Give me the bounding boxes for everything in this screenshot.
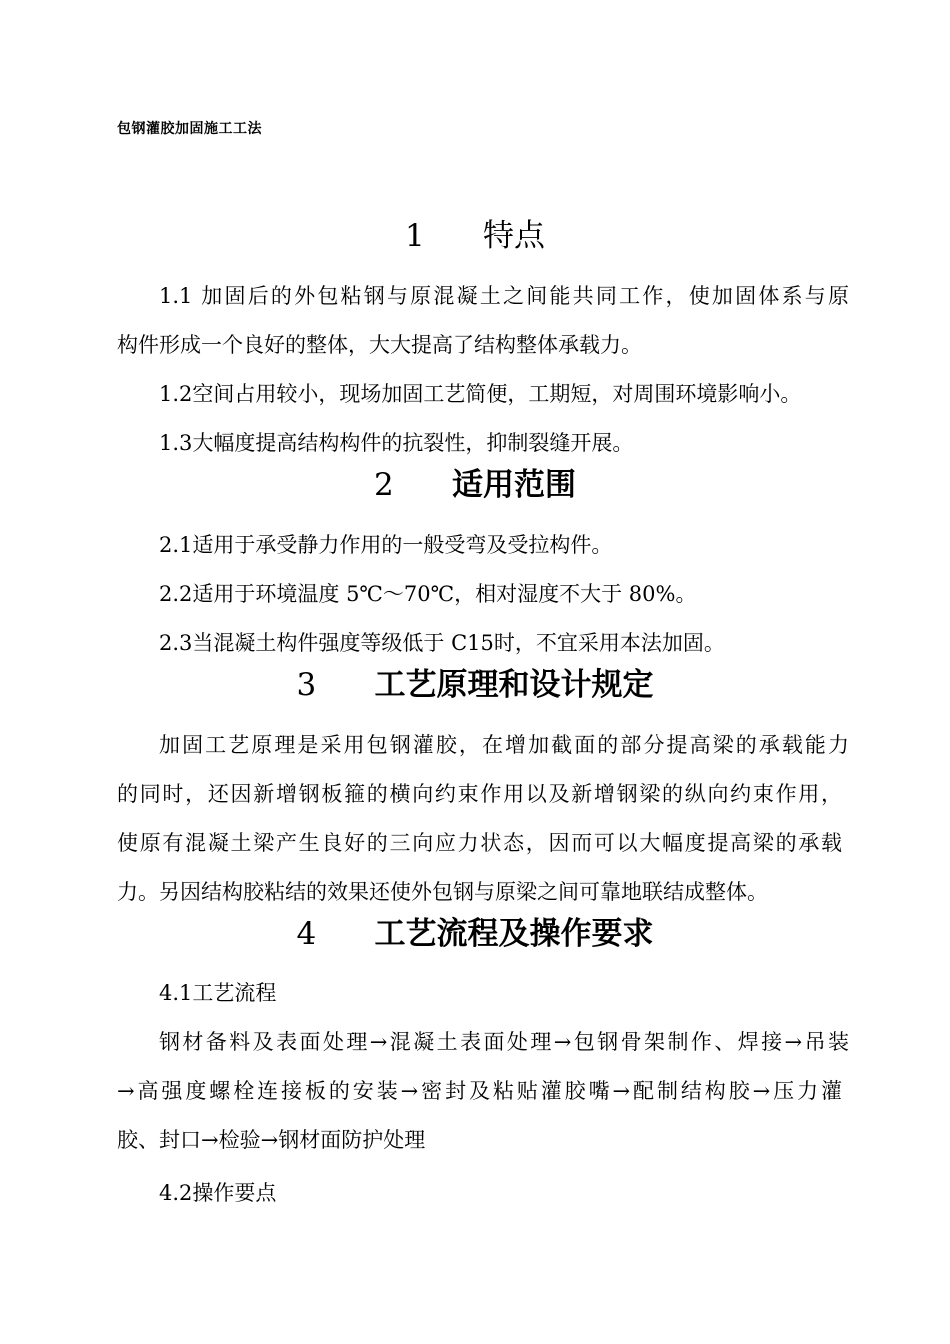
section-heading-2 [0,463,950,507]
section-title: 特点 [483,218,545,254]
paragraph-line: 4.2操作要点 [159,1181,277,1205]
section-number: 1 [405,218,425,254]
section-number: 3 [296,667,317,703]
paragraph-line: 构件形成一个良好的整体，大大提高了结构整体承载力。 [117,333,642,357]
paragraph-line: 使原有混凝土梁产生良好的三向应力状态，因而可以大幅度提高梁的承载 [117,831,842,855]
paragraph-line: 钢材备料及表面处理→混凝土表面处理→包钢骨架制作、焊接→吊装 [159,1030,849,1054]
paragraph-line: 1.1 加固后的外包粘钢与原混凝土之间能共同工作，使加固体系与原 [159,284,849,308]
section-title: 适用范围 [452,467,576,503]
paragraph-line: 1.2空间占用较小，现场加固工艺简便，工期短，对周围环境影响小。 [159,382,802,406]
paragraph-line: →高强度螺栓连接板的安装→密封及粘贴灌胶嘴→配制结构胶→压力灌 [117,1079,842,1103]
paragraph-line: 2.1适用于承受静力作用的一般受弯及受拉构件。 [159,533,613,557]
paragraph-line: 的同时，还因新增钢板箍的横向约束作用以及新增钢梁的纵向约束作用， [117,782,842,806]
paragraph-line: 1.3大幅度提高结构构件的抗裂性，抑制裂缝开展。 [159,431,634,455]
paragraph-line: 力。另因结构胶粘结的效果还使外包钢与原梁之间可靠地联结成整体。 [117,880,768,904]
section-heading-4 [0,912,950,956]
paragraph-line: 4.1工艺流程 [159,981,277,1005]
paragraph-line: 2.3当混凝土构件强度等级低于 C15时，不宜采用本法加固。 [159,631,725,655]
section-title: 工艺原理和设计规定 [374,667,654,703]
document-header-title: 包钢灌胶加固施工工法 [117,121,262,137]
section-number: 2 [374,467,394,503]
section-title: 工艺流程及操作要求 [374,916,654,952]
paragraph-line: 2.2适用于环境温度 5℃～70℃，相对湿度不大于 80%。 [159,582,697,606]
paragraph-line: 胶、封口→检验→钢材面防护处理 [117,1128,426,1152]
section-heading-3 [0,663,950,707]
section-number: 4 [296,916,317,952]
section-heading-1 [0,214,950,258]
paragraph-line: 加固工艺原理是采用包钢灌胶，在增加截面的部分提高梁的承载能力 [159,733,849,757]
